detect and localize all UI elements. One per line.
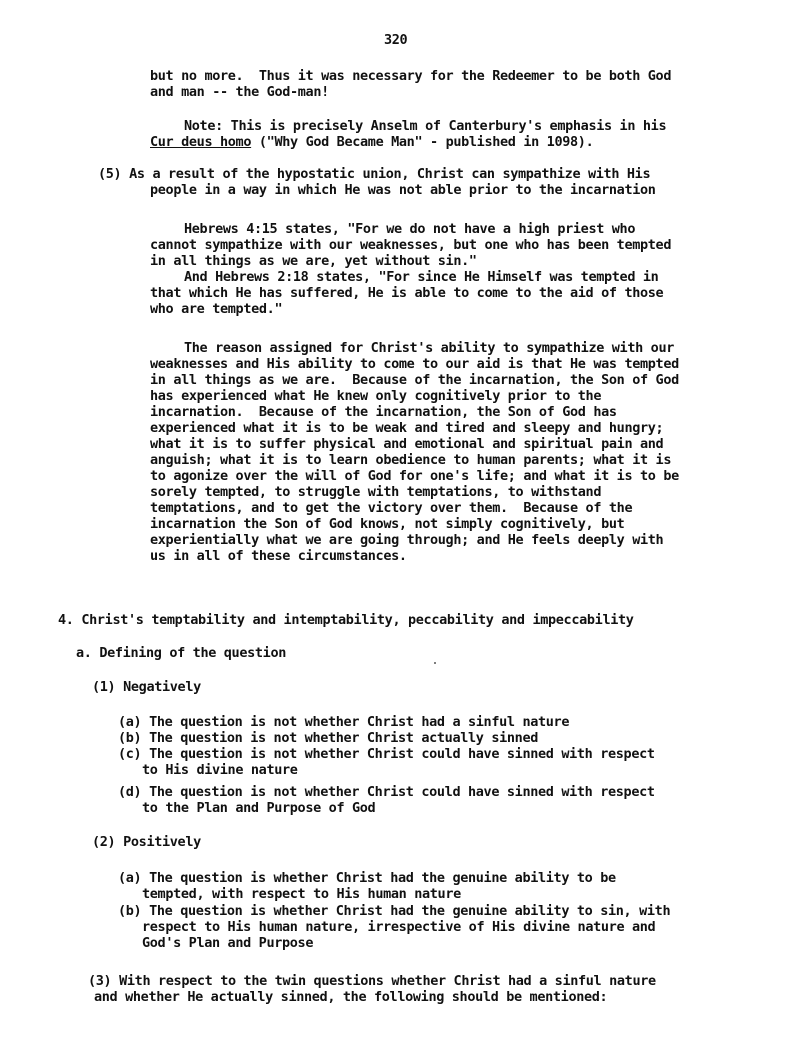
section-heading: 4. Christ's temptability and intemptability, peccability and impeccability: [58, 612, 634, 628]
paragraph-line: incarnation. Because of the incarnation, the Son of God has: [150, 404, 617, 420]
scan-speck: [434, 662, 436, 664]
point-3-heading: and whether He actually sinned, the following should be mentioned:: [94, 989, 608, 1005]
list-item: (d) The question is not whether Christ could have sinned with respect: [118, 784, 655, 800]
subsection-heading: a. Defining of the question: [76, 645, 286, 661]
paragraph-line: The reason assigned for Christ's ability to sympathize with our: [184, 340, 674, 356]
list-item: to His divine nature: [142, 762, 298, 778]
paragraph-line: to agonize over the will of God for one's life; and what it is to be: [150, 468, 679, 484]
scripture-quote: Hebrews 4:15 states, "For we do not have a high priest who: [184, 221, 636, 237]
paragraph-line: what it is to suffer physical and emotional and spiritual pain and: [150, 436, 664, 452]
note-line: [150, 134, 593, 150]
paragraph-line: us in all of these circumstances.: [150, 548, 407, 564]
point-5-heading: people in a way in which He was not able prior to the incarnation: [150, 182, 656, 198]
point-5-heading: (5) As a result of the hypostatic union, Christ can sympathize with His: [98, 166, 651, 182]
paragraph-line: has experienced what He knew only cognitively prior to the: [150, 388, 602, 404]
list-item: respect to His human nature, irrespective of His divine nature and: [142, 919, 656, 935]
carry-over-line: and man -- the God-man!: [150, 84, 329, 100]
note-line: Note: This is precisely Anselm of Canterbury's emphasis in his: [184, 118, 667, 134]
paragraph-line: sorely tempted, to struggle with temptations, to withstand: [150, 484, 602, 500]
paragraph-line: experientially what we are going through; and He feels deeply with: [150, 532, 664, 548]
scripture-quote: in all things as we are, yet without sin.": [150, 253, 477, 269]
paragraph-line: weaknesses and His ability to come to our aid is that He was tempted: [150, 356, 679, 372]
paragraph-line: in all things as we are. Because of the incarnation, the Son of God: [150, 372, 679, 388]
carry-over-line: but no more. Thus it was necessary for the Redeemer to be both God: [150, 68, 672, 84]
book-title: Cur deus homo: [150, 134, 252, 150]
list-item: (a) The question is whether Christ had the genuine ability to be: [118, 870, 616, 886]
list-item: (a) The question is not whether Christ had a sinful nature: [118, 714, 570, 730]
note-line-rest: ("Why God Became Man" - published in 1098).: [251, 134, 594, 150]
list-item: to the Plan and Purpose of God: [142, 800, 376, 816]
point-3-heading: (3) With respect to the twin questions whether Christ had a sinful nature: [88, 973, 656, 989]
list-item: (c) The question is not whether Christ could have sinned with respect: [118, 746, 655, 762]
list-item: (b) The question is whether Christ had the genuine ability to sin, with: [118, 903, 671, 919]
list-item: (b) The question is not whether Christ actually sinned: [118, 730, 538, 746]
paragraph-line: anguish; what it is to learn obedience to human parents; what it is: [150, 452, 672, 468]
list-item: God's Plan and Purpose: [142, 935, 314, 951]
paragraph-line: temptations, and to get the victory over them. Because of the: [150, 500, 633, 516]
paragraph-line: experienced what it is to be weak and tired and sleepy and hungry;: [150, 420, 664, 436]
negatively-heading: (1) Negatively: [92, 679, 201, 695]
scripture-quote: who are tempted.": [150, 301, 283, 317]
paragraph-line: incarnation the Son of God knows, not simply cognitively, but: [150, 516, 625, 532]
page-number: 320: [384, 32, 408, 48]
scripture-quote: that which He has suffered, He is able to come to the aid of those: [150, 285, 664, 301]
positively-heading: (2) Positively: [92, 834, 201, 850]
scripture-quote: cannot sympathize with our weaknesses, but one who has been tempted: [150, 237, 672, 253]
scripture-quote: And Hebrews 2:18 states, "For since He Himself was tempted in: [184, 269, 659, 285]
list-item: tempted, with respect to His human nature: [142, 886, 461, 902]
